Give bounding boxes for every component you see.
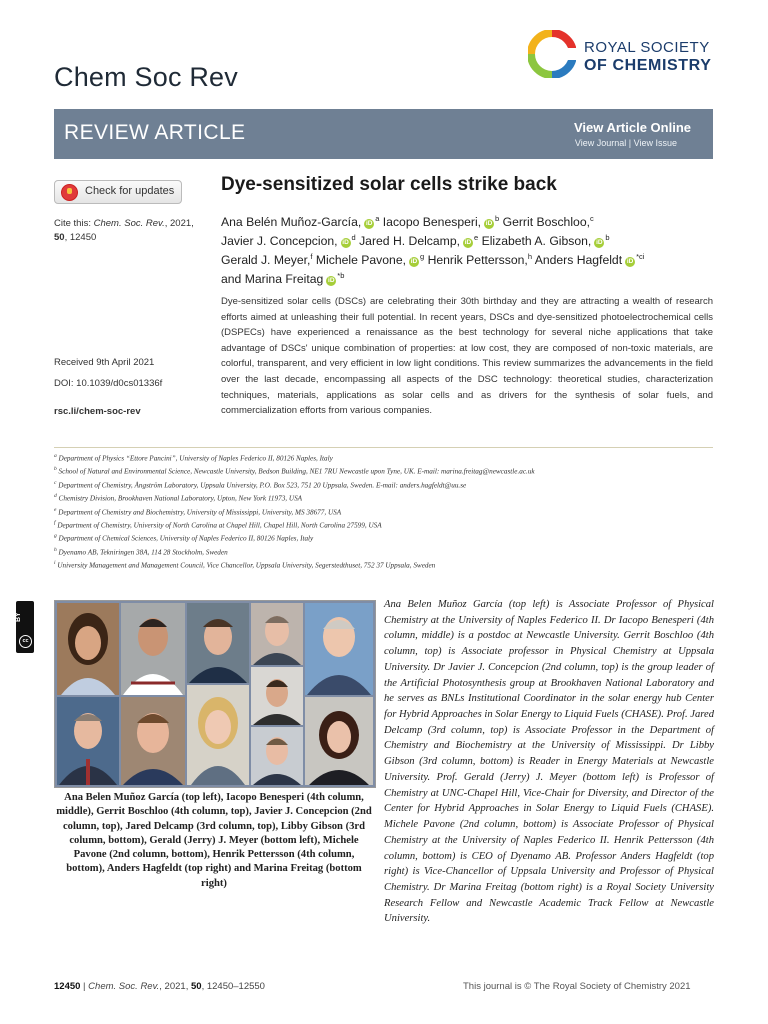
cite-pages: , 12450 (64, 232, 97, 243)
affiliations (54, 450, 734, 571)
footer-journal: Chem. Soc. Rev. (88, 981, 160, 992)
citation-line (54, 218, 194, 229)
author-photo (187, 603, 249, 683)
links-separator: | (626, 138, 634, 148)
author: Gerrit Boschloo,$^c$ (502, 214, 594, 230)
author-photo (121, 697, 185, 785)
author: Javier J. Concepcion, $iD^d$ (221, 233, 356, 249)
author-photo (187, 685, 249, 785)
footer-year: , 2021, (159, 981, 191, 992)
affiliation: $^g$ Department of Chemical Sciences, University of Naples Federico II, 80126 Naples, Italy (54, 533, 314, 543)
affiliation: $^e$ Department of Chemistry and Biochemistry, University of Mississippi, University, MS 38677, USA (54, 506, 342, 516)
cc-by-licence-badge[interactable] (16, 601, 34, 653)
journal-link[interactable]: rsc.li/chem-soc-rev (54, 406, 141, 417)
orcid-icon[interactable]: iD (328, 277, 335, 285)
affiliation: $^d$ Chemistry Division, Brookhaven National Laboratory, Upton, New York 11973, USA (54, 493, 303, 503)
orcid-icon[interactable]: iD (596, 239, 603, 247)
author: and Marina Freitag $iD^{*b}$ (221, 271, 345, 287)
doi[interactable]: DOI: 10.1039/d0cs01336f (54, 378, 163, 389)
article-title: Dye-sensitized solar cells strike back (221, 174, 557, 195)
author-list (221, 211, 701, 287)
check-for-updates-button[interactable] (54, 180, 182, 204)
licence-by-label: BY (15, 612, 22, 622)
publisher-line-2: OF CHEMISTRY (584, 57, 712, 74)
citation-line-2 (54, 232, 96, 243)
author: Michele Pavone, $iD^g$ (315, 252, 425, 268)
article-type-label: REVIEW ARTICLE (64, 121, 246, 144)
affiliation: $^a$ Department of Physics “Ettore Pancini”, University of Naples Federico II, 80126 Naples, Italy (54, 453, 333, 463)
author-photo (305, 603, 373, 695)
cite-volume: 50 (54, 232, 65, 243)
affiliation: $^c$ Department of Chemistry, Ångström Laboratory, Uppsala University, P.O. Box 523, 751 20 Uppsala, Sweden. E-mail: anders.hagfeldt@uu.se (54, 479, 467, 490)
author: Anders Hagfeldt $iD^{*ci}$ (534, 252, 645, 268)
abstract: Dye-sensitized solar cells (DSCs) are celebrating their 30th birthday and they are attracting a wealth of research efforts aimed at unleashing their full potential. In recent years, DSCs and dye-sensitized photoelectrochemical cells (DSPECs) have experienced a renaissance as the best technology for several niche applications that take advantage of DSCs' unique combination of properties: at low cost, they are composed of non-toxic materials, are colorful, transparent, and very efficient in low light conditions. This review summarizes the advancements in the field over the last decade, encompassing all aspects of the DSC technology: theoretical studies, characterization techniques, materials, applications as solar cells and as drivers for the synthesis of solar fuels, and commercialization efforts from various companies. (221, 296, 713, 417)
author-photo (251, 667, 303, 725)
orcid-icon[interactable]: iD (626, 258, 634, 266)
section-divider (54, 447, 713, 448)
page-footer-citation (54, 981, 265, 992)
cite-journal: Chem. Soc. Rev. (93, 218, 165, 229)
view-links (575, 138, 677, 148)
author-photo-grid (54, 600, 376, 788)
footer-pages: , 12450–12550 (201, 981, 265, 992)
cite-prefix: Cite this: (54, 218, 94, 229)
author-biographies: Ana Belen Muñoz García (top left) is Associate Professor of Physical Chemistry at the University of Naples Federico II. Dr Iacopo Benesperi (4th column, middle) is a postdoc at Newcastle University. Gerrit Boschloo (4th column, top) is Associate professor in Physical Chemistry at Uppsala University. Dr Javier J. Concepcion (2nd column, top) is the group leader of the Artificial Photosynthesis group at Brookhaven National Laboratory and he serves as BNLs Institutional Coordinator in the solar energy hub Center for Hybrid Approaches in Solar Energy to Liquid Fuels (CHASE). Prof. Jared Delcamp (3rd column, top) is Associate Professor in the Department of Chemistry and Biochemistry at the University of Mississippi. Dr Libby Gibson (3rd column, bottom) is Reader in Energy Materials at Newcastle University. Prof. Gerald (Jerry) J. Meyer (bottom left) is Professor of Chemistry at UNC-Chapel Hill, Vice-Chair for Diversity, and Director of the Center for Hybrid Approaches in Solar Energy to Liquid Fuels (CHASE). Michele Pavone (2nd column, bottom) is Associate Professor of Physical Chemistry at the University of Naples Federico II. Henrik Pettersson (4th column, bottom) is CEO of Dyenamo AB. Professor Anders Hagfeldt (top right) is Vice-Chancellor of Uppsala University and Professor of Physical Chemistry. Dr Marina Freitag (bottom right) is a Royal Society University Research Fellow and Newcastle Academic Track Fellow at Newcastle University. (384, 599, 714, 925)
author: Gerald J. Meyer,$^f$ (221, 252, 313, 268)
journal-title: Chem Soc Rev (54, 62, 238, 92)
author-photo (57, 697, 119, 785)
footer-separator: | (80, 981, 89, 992)
cite-year: , 2021, (164, 218, 194, 229)
affiliation: $^f$ Department of Chemistry, University of North Carolina at Chapel Hill, Chapel Hill, North Carolina 27599, USA (54, 519, 382, 530)
view-journal-link[interactable]: View Journal (574, 138, 627, 148)
rsc-ring-icon (528, 30, 576, 78)
publisher-logo[interactable] (528, 30, 718, 84)
footer-volume: 50 (190, 981, 202, 992)
affiliation: $^h$ Dyenamo AB, Tekniringen 38A, 114 28 Stockholm, Sweden (54, 546, 228, 557)
check-for-updates-label: Check for updates (85, 185, 175, 197)
author: Elizabeth A. Gibson, $iD^b$ (481, 233, 610, 249)
cc-icon: cc (19, 635, 32, 648)
orcid-icon[interactable]: iD (342, 239, 349, 247)
author-photo (251, 727, 303, 785)
page-number: 12450 (54, 981, 81, 992)
author-photo (121, 603, 185, 695)
affiliation: $^b$ School of Natural and Environmental Science, Newcastle University, Bedson Building, NE1 7RU Newcastle upon Tyne, UK. E-mail: marina.freitag@newcastle.ac.uk (54, 466, 535, 476)
author: Henrik Pettersson,$^h$ (427, 252, 532, 268)
author: Iacopo Benesperi, $iD^b$ (382, 214, 500, 230)
view-article-online-link[interactable]: View Article Online (573, 120, 691, 135)
orcid-icon[interactable]: iD (464, 239, 472, 247)
crossmark-icon (61, 184, 78, 201)
author-photo (57, 603, 119, 695)
orcid-icon[interactable]: iD (365, 220, 373, 228)
orcid-icon[interactable]: iD (410, 258, 418, 266)
photo-caption: Ana Belen Muñoz García (top left), Iacopo Benesperi (4th column, middle), Gerrit Boschloo (4th column, top), Javier J. Concepcion (2nd column, top), Jared Delcamp (3rd column, top), Libby Gibson (3rd column, bottom), Gerald (Jerry) J. Meyer (bottom left), Michele Pavone (2nd column, bottom), Henrik Pettersson (4th column, bottom), Anders Hagfeldt (top right) and Marina Freitag (bottom right) (56, 792, 372, 889)
author: Jared H. Delcamp, $iD^e$ (359, 233, 479, 249)
author-photo (251, 603, 303, 665)
author: Ana Belén Muñoz-García, $iD^a$ (221, 214, 380, 230)
received-date: Received 9th April 2021 (54, 357, 155, 368)
author-photo (305, 697, 373, 785)
article-type-banner (54, 109, 713, 159)
view-issue-link[interactable]: View Issue (633, 138, 677, 148)
affiliation: $^i$ University Management and Management Council, Vice Chancellor, Uppsala University, Segerstedthuset, 752 37 Uppsala, Sweden (54, 560, 436, 570)
publisher-line-1: ROYAL SOCIETY (584, 39, 710, 56)
orcid-icon[interactable]: iD (485, 220, 493, 228)
copyright-notice: This journal is © The Royal Society of Chemistry 2021 (463, 981, 691, 992)
